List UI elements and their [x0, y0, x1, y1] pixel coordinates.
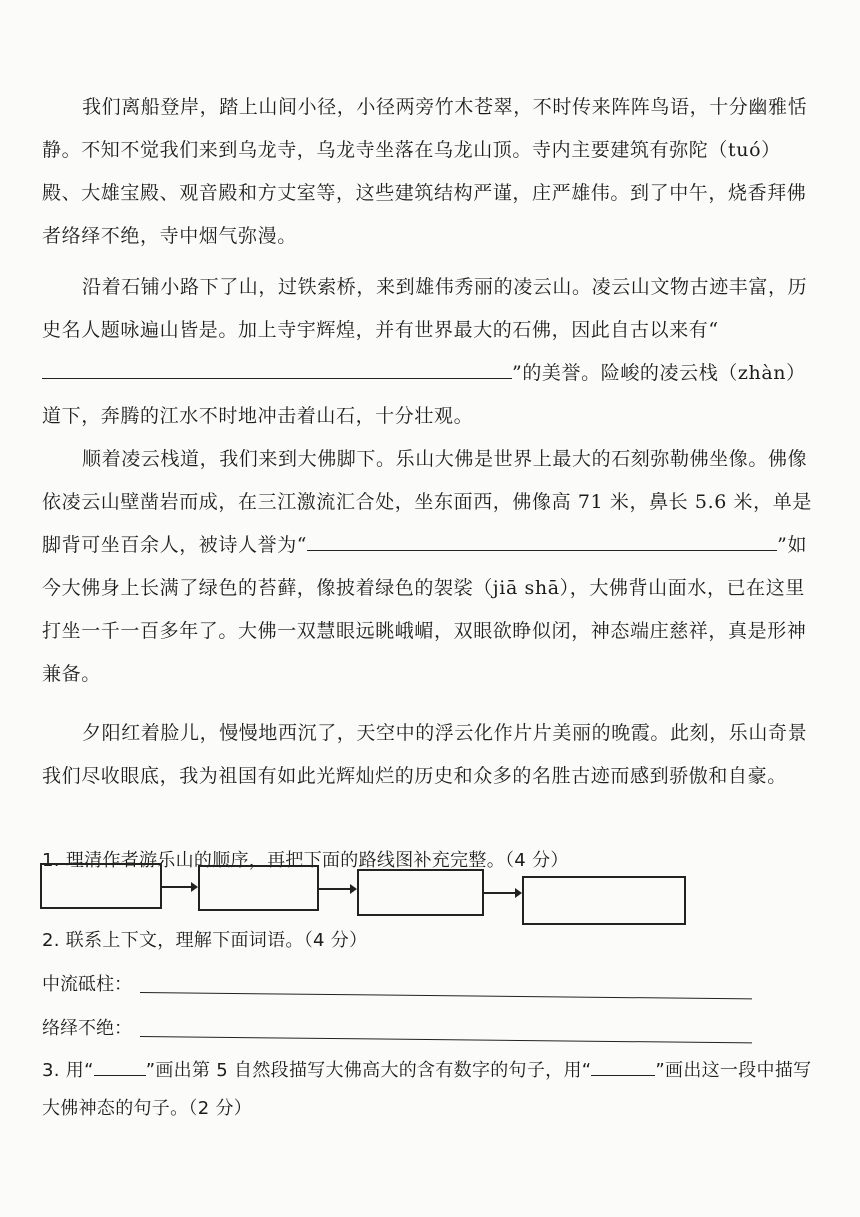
question-2: 2. 联系上下文，理解下面词语。（4 分）: [42, 930, 368, 951]
question-3: 3. 用“ ”画出第 5 自然段描写大佛高大的含有数字的句子，用“ ”画出这一段中描写大佛神态的句子。（2 分）: [42, 1060, 812, 1119]
fill-blank-2-cont[interactable]: [707, 532, 777, 551]
fill-blank-1[interactable]: [42, 360, 512, 379]
underline-sample-1: [94, 1059, 146, 1076]
route-box-4[interactable]: [522, 876, 686, 925]
question-1: 1. 理清作者游乐山的顺序，再把下面的路线图补充完整。（4 分）: [42, 850, 569, 871]
paragraph-2: 我们离船登岸，踏上山间小径，小径两旁竹木苍翠，不时传来阵阵鸟语，十分幽雅恬静。不知不觉我们来到乌龙寺，乌龙寺坐落在乌龙山顶。寺内主要建筑有弥陀（tuó）殿、大雄宝殿、观音殿和方丈室等，这些建筑结构严谨，庄严雄伟。到了中午，烧香拜佛者络绎不绝，寺中烟气弥漫。: [42, 96, 808, 247]
route-box-2[interactable]: [198, 865, 319, 911]
route-arrow-1: [160, 886, 196, 888]
route-box-1[interactable]: [40, 863, 162, 909]
term-answer-line-2[interactable]: [140, 1036, 752, 1043]
term-label-1: 中流砥柱：: [42, 974, 132, 995]
paragraph-5: 夕阳红着脸儿，慢慢地西沉了，天空中的浮云化作片片美丽的晚霞。此刻，乐山奇景我们尽收眼底，我为祖国有如此光辉灿烂的历史和众多的名胜古迹而感到骄傲和自豪。: [42, 722, 808, 787]
underline-sample-2: [591, 1059, 655, 1076]
term-answer-line-1[interactable]: [140, 992, 752, 999]
route-arrow-3: [482, 892, 520, 894]
paragraph-3: 沿着石铺小路下了山，过铁索桥，来到雄伟秀丽的凌云山。凌云山文物古迹丰富，历史名人题咏遍山皆是。加上寺宇辉煌，并有世界最大的石佛，因此自古以来有“”的美誉。险峻的凌云栈（zhàn）道下，奔腾的江水不时地冲击着山石，十分壮观。: [42, 276, 808, 427]
route-box-3[interactable]: [357, 869, 484, 916]
route-arrow-2: [317, 888, 355, 890]
paragraph-4: 顺着凌云栈道，我们来到大佛脚下。乐山大佛是世界上最大的石刻弥勒佛坐像。佛像依凌云山壁凿岩而成，在三江激流汇合处，坐东面西，佛像高 71 米，鼻长 5.6 米，单是脚背可坐百余人，被诗人誉为“ ”如今大佛身上长满了绿色的苔藓，像披着绿色的袈裟（jiā shā），大佛背山面水，已在这里打坐一千一百多年了。大佛一双慧眼远眺峨嵋，双眼欲睁似闭，神态端庄慈祥，真是形神兼备。: [42, 448, 812, 685]
fill-blank-2[interactable]: [307, 532, 707, 551]
term-label-2: 络绎不绝：: [42, 1018, 132, 1039]
